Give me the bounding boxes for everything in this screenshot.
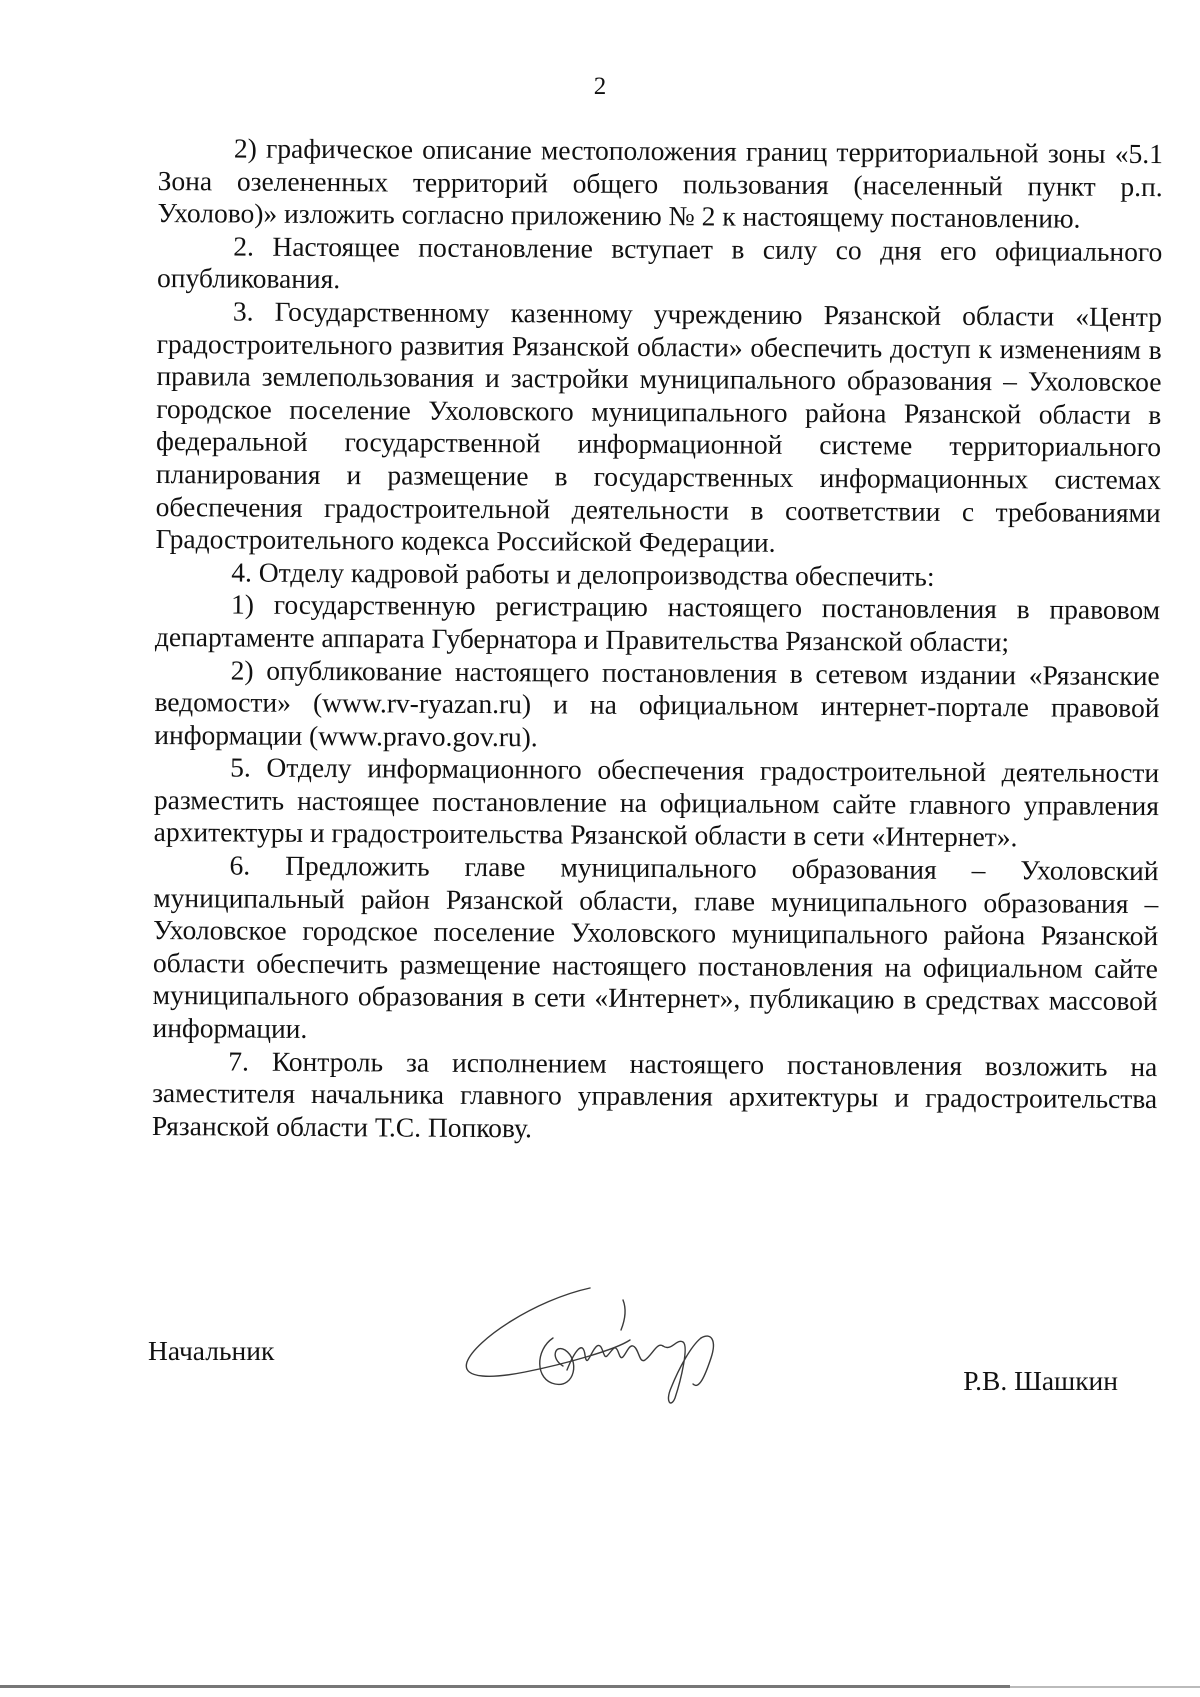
signature-block	[148, 1335, 1118, 1415]
paragraph-1-2-graphic-description: 2) графическое описание местоположения границ территориальной зоны «5.1 Зона озелененных территорий общего пользования (населенный пункт р.п. Ухолово)» изложить согласно приложению № 2 к настоящему постановлению.	[157, 132, 1163, 234]
scan-bottom-edge	[0, 1685, 1010, 1688]
paragraph-2-effective-date: 2. Настоящее постановление вступает в силу со дня его официального опубликования.	[157, 230, 1163, 295]
paragraph-4-personnel-department: 4. Отделу кадровой работы и делопроизводства обеспечить:	[231, 556, 935, 592]
scan-bottom-edge-faint	[1010, 1686, 1200, 1688]
paragraph-3-access: 3. Государственному казенному учреждению Рязанской области «Центр градостроительного развития Рязанской области» обеспечить доступ к изменениям в правила землепользования и застройки муниципального образования – Ухоловское городское поселение Ухоловского муниципального района Рязанской области в федеральной государственной информационной системе территориального планирования и размещение в государственных информационных системах обеспечения градостроительной деятельности в соответствии с требованиями Градостроительного кодекса Российской Федерации.	[155, 295, 1162, 558]
signatory-title: Начальник	[148, 1335, 275, 1366]
paragraph-4-2-publication: 2) опубликование настоящего постановления в сетевом издании «Рязанские ведомости» (www.rv-ryazan.ru) и на официальном интернет-портале правовой информации (www.pravo.gov.ru).	[154, 653, 1160, 753]
paragraph-5-website-placement: 5. Отделу информационного обеспечения градостроительной деятельности разместить настоящее постановление на официальном сайте главного управления архитектуры и градостроительства Рязанской области в сети «Интернет».	[153, 751, 1160, 853]
paragraph-4-1-registration: 1) государственную регистрацию настоящего постановления в правовом департаменте аппарата Губернатора и Правительства Рязанской области;	[154, 588, 1161, 658]
paragraph-6-municipal-heads: 6. Предложить главе муниципального образования – Ухоловский муниципальный район Рязанской области, главе муниципального образования – Ухоловское городское поселение Ухоловского муниципального района Рязанской области обеспечить размещение настоящего постановления на официальном сайте муниципального образования в сети «Интернет», публикацию в средствах массовой информации.	[152, 849, 1159, 1044]
document-body	[152, 132, 1163, 1149]
page-number: 2	[593, 73, 607, 100]
paragraph-7-control: 7. Контроль за исполнением настоящего постановления возложить на заместителя начальника главного управления архитектуры и градостроительства Рязанской области Т.С. Попкову.	[151, 1045, 1158, 1144]
signatory-name: Р.В. Шашкин	[963, 1365, 1118, 1396]
